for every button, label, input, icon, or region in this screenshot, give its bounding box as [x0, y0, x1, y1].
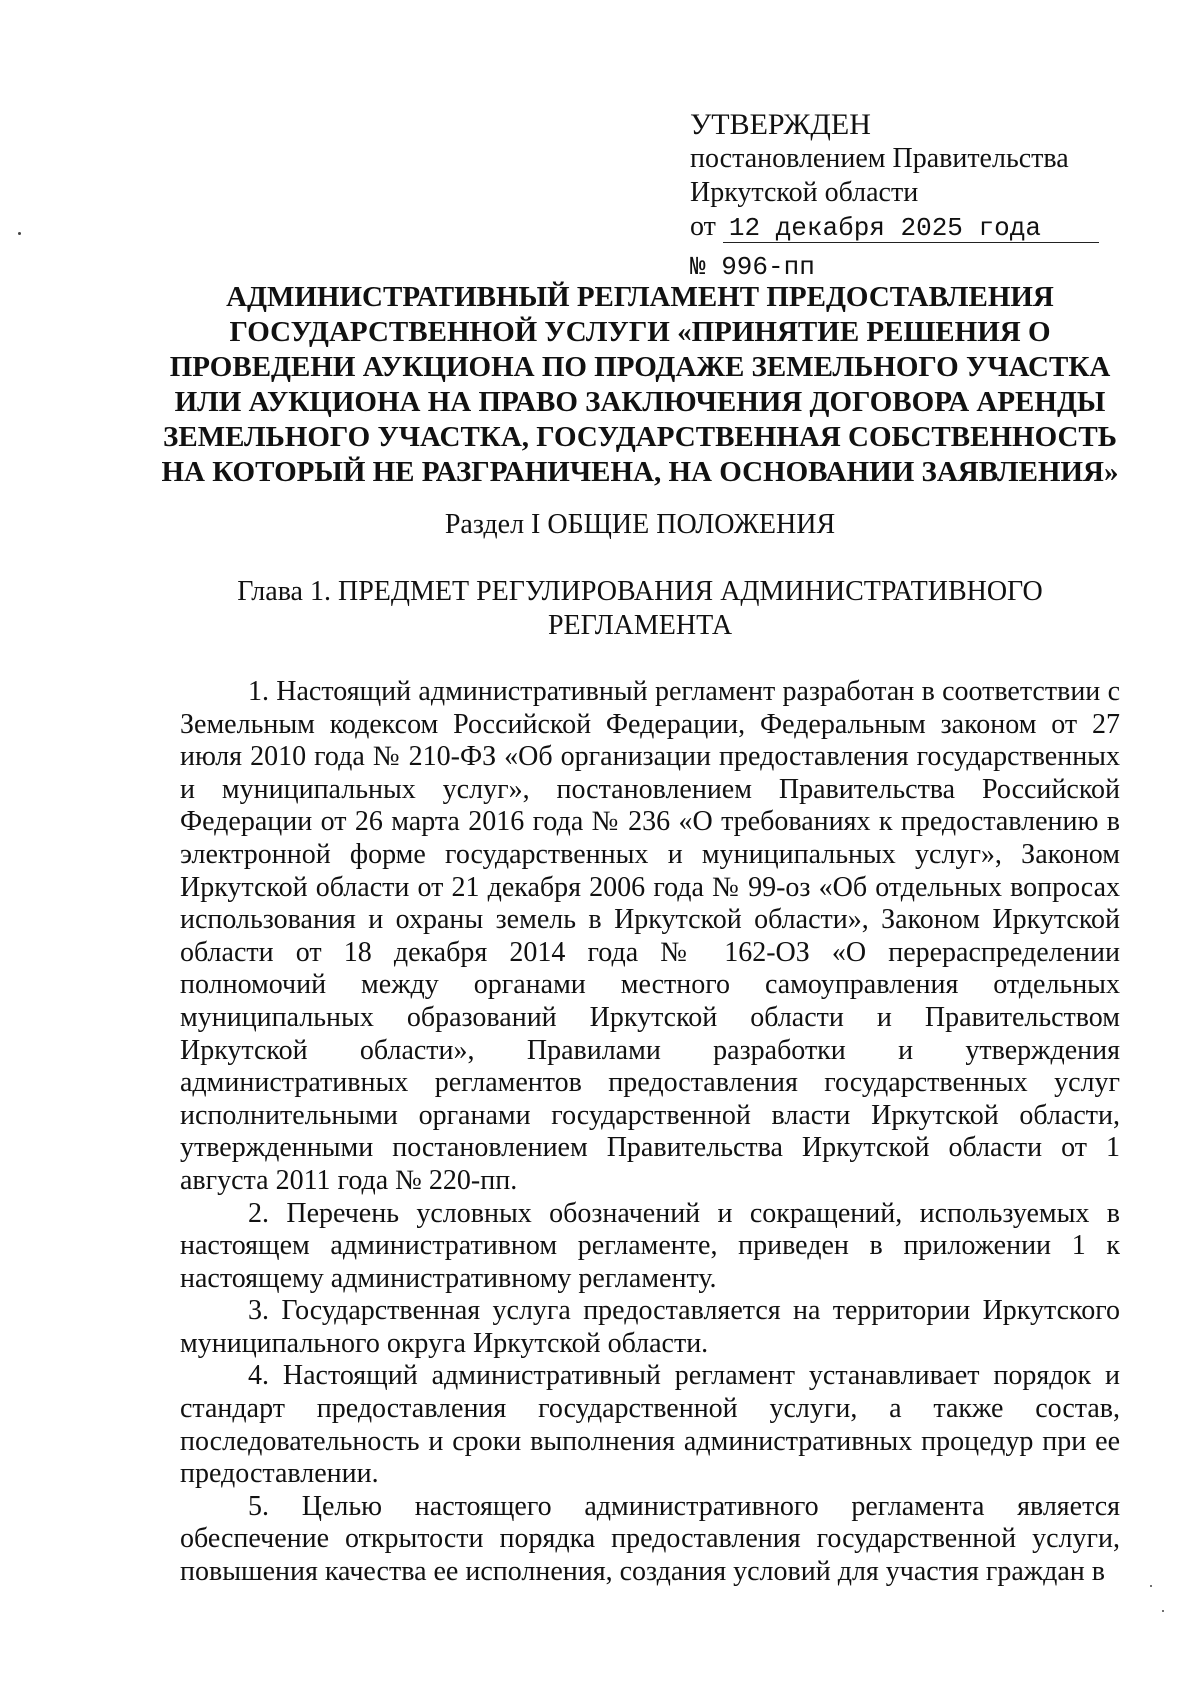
approval-line-2: Иркутской области — [690, 177, 919, 208]
paragraph-2: 2. Перечень условных обозначений и сокращений, используемых в настоящем административном регламенте, приведен в приложении 1 к настоящему административному регламенту. — [180, 1197, 1120, 1294]
title-line: НА КОТОРЫЙ НЕ РАЗГРАНИЧЕНА, НА ОСНОВАНИИ ЗАЯВЛЕНИЯ» — [161, 456, 1119, 488]
scan-speck — [1150, 1585, 1152, 1587]
document-body — [180, 676, 1120, 1589]
title-line: ПРОВЕДЕНИ АУКЦИОНА ПО ПРОДАЖЕ ЗЕМЕЛЬНОГО УЧАСТКА — [169, 351, 1111, 383]
date-prefix: от — [690, 211, 716, 242]
chapter-heading-line-2: РЕГЛАМЕНТА — [547, 610, 733, 641]
section-heading: Раздел I ОБЩИЕ ПОЛОЖЕНИЯ — [444, 509, 836, 540]
scan-speck — [18, 232, 21, 235]
paragraph-5: 5. Целью настоящего административного регламента является обеспечение открытости порядка предоставления государственной услуги, повышения качества ее исполнения, создания условий для участия граждан в — [180, 1490, 1120, 1588]
scan-speck — [1162, 1610, 1164, 1612]
chapter-heading-line-1: Глава 1. ПРЕДМЕТ РЕГУЛИРОВАНИЯ АДМИНИСТРАТИВНОГО — [237, 576, 1043, 607]
title-line: ИЛИ АУКЦИОНА НА ПРАВО ЗАКЛЮЧЕНИЯ ДОГОВОРА АРЕНДЫ — [174, 386, 1106, 418]
paragraph-3: 3. Государственная услуга предоставляется на территории Иркутского муниципального округа Иркутской области. — [180, 1295, 1120, 1359]
title-line: ГОСУДАРСТВЕННОЙ УСЛУГИ «ПРИНЯТИЕ РЕШЕНИЯ О — [229, 316, 1051, 348]
approval-stamp — [690, 108, 1110, 284]
paragraph-1: 1. Настоящий административный регламент разработан в соответствии с Земельным кодексом Российской Федерации, Федеральным законом от 27 июля 2010 года № 210-ФЗ «Об организации предоставления государственных и муниципальных услуг», постановлением Правительства Российской Федерации от 26 марта 2016 года № 236 «О требованиях к предоставлению в электронной форме государственных и муниципальных услуг», Законом Иркутской области от 21 декабря 2006 года № 99-оз «Об отдельных вопросах использования и охраны земель в Иркутской области», Законом Иркутской области от 18 декабря 2014 года № 162-ОЗ «О перераспределении полномочий между органами местного самоуправления отдельных муниципальных образований Иркутской области и Правительством Иркутской области», Правилами разработки и утверждения административных регламентов предоставления государственных услуг исполнительными органами государственной власти Иркутской области, утвержденными постановлением Правительства Иркутской области от 1 августа 2011 года № 220-пп. — [180, 676, 1120, 1196]
approval-number: № 996-пп — [690, 252, 815, 282]
document-title — [160, 280, 1120, 490]
approved-label: УТВЕРЖДЕН — [690, 108, 871, 141]
title-line: ЗЕМЕЛЬНОГО УЧАСТКА, ГОСУДАРСТВЕННАЯ СОБСТВЕННОСТЬ — [163, 421, 1117, 453]
chapter-heading — [160, 575, 1120, 643]
approval-date: 12 декабря 2025 года — [723, 214, 1099, 243]
approval-line-1: постановлением Правительства — [690, 143, 1069, 174]
paragraph-4: 4. Настоящий административный регламент устанавливает порядок и стандарт предоставления государственной услуги, а также состав, последовательность и сроки выполнения административных процедур при ее предоставлении. — [180, 1360, 1120, 1490]
title-line: АДМИНИСТРАТИВНЫЙ РЕГЛАМЕНТ ПРЕДОСТАВЛЕНИЯ — [226, 281, 1054, 313]
approval-date-row — [690, 210, 1110, 244]
